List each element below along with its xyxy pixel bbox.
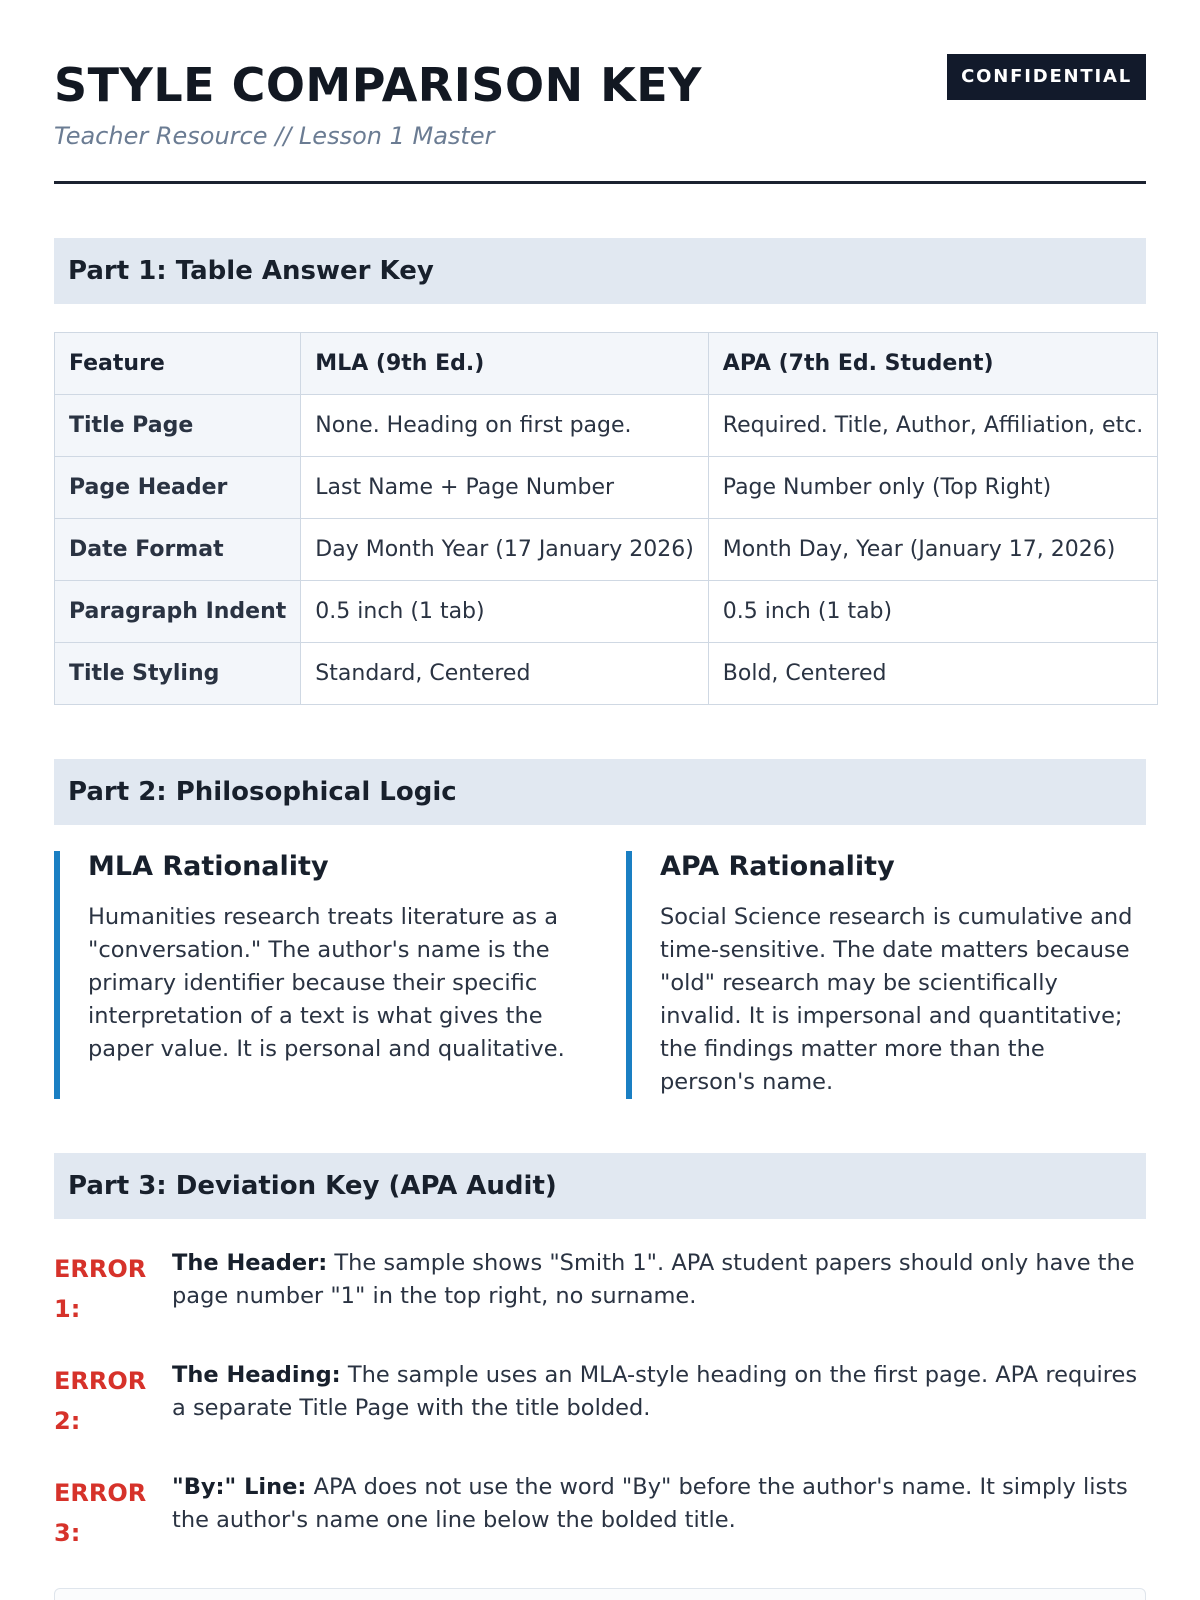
error-lead: The Heading: [172,1362,341,1389]
column-header-mla: MLA (9th Ed.) [301,333,709,395]
table-cell-mla: Day Month Year (17 January 2026) [301,519,709,581]
answer-key-table [54,332,1158,705]
error-list [54,1247,1146,1553]
error-body: The sample shows "Smith 1". APA student papers should only have the page number "1" in the top right, no surname. [172,1250,1135,1310]
error-item [54,1247,1146,1329]
section-heading-part2: Part 2: Philosophical Logic [54,759,1146,825]
table-cell-feature: Page Header [55,457,301,519]
error-body: The sample uses an MLA-style heading on the first page. APA requires a separate Title Page with the title bolded. [172,1362,1138,1422]
column-header-apa: APA (7th Ed. Student) [708,333,1158,395]
table-cell-feature: Date Format [55,519,301,581]
table-cell-apa: 0.5 inch (1 tab) [708,581,1158,643]
table-header-row [55,333,1158,395]
table-row [55,643,1158,705]
table-cell-apa: Bold, Centered [708,643,1158,705]
rationale-columns [54,851,1146,1099]
error-label: ERROR 3: [54,1479,147,1548]
table-cell-mla: None. Heading on first page. [301,395,709,457]
table-cell-feature: Title Styling [55,643,301,705]
mla-rationale-block [54,851,574,1099]
table-cell-mla: 0.5 inch (1 tab) [301,581,709,643]
error-body: APA does not use the word "By" before the author's name. It simply lists the author's name one line below the bolded title. [172,1474,1128,1534]
table-row [55,519,1158,581]
error-lead: "By:" Line: [172,1474,307,1501]
confidential-badge: CONFIDENTIAL [947,54,1146,100]
table-cell-apa: Required. Title, Author, Affiliation, etc. [708,395,1158,457]
mla-rationale-heading: MLA Rationality [88,851,329,882]
error-lead: The Header: [172,1250,328,1277]
error-label: ERROR 1: [54,1255,147,1324]
apa-rationale-body: Social Science research is cumulative and time-sensitive. The date matters because "old" research may be scientifically invalid. It is impersonal and quantitative; the findings matter more than the person's name. [660,904,1133,1096]
error-description [172,1247,1146,1329]
table-cell-feature: Title Page [55,395,301,457]
apa-rationale-block [626,851,1146,1099]
table-cell-apa: Page Number only (Top Right) [708,457,1158,519]
column-header-feature: Feature [55,333,301,395]
table-cell-mla: Last Name + Page Number [301,457,709,519]
table-row [55,395,1158,457]
table-row [55,581,1158,643]
document-header [54,52,1146,184]
table-cell-feature: Paragraph Indent [55,581,301,643]
footer-panel [54,1588,1146,1600]
apa-rationale-heading: APA Rationality [660,851,895,882]
table-cell-apa: Month Day, Year (January 17, 2026) [708,519,1158,581]
section-heading-part3: Part 3: Deviation Key (APA Audit) [54,1153,1146,1219]
error-description [172,1471,1146,1553]
table-row [55,457,1158,519]
mla-rationale-body: Humanities research treats literature as a "conversation." The author's name is the primary identifier because their specific interpretation of a text is what gives the paper value. It is personal and qualitative. [88,904,565,1063]
page-subtitle: Teacher Resource // Lesson 1 Master [54,122,495,150]
error-description [172,1359,1146,1441]
error-item [54,1359,1146,1441]
page-title: STYLE COMPARISON KEY [54,58,702,112]
section-heading-part1: Part 1: Table Answer Key [54,238,1146,304]
table-cell-mla: Standard, Centered [301,643,709,705]
error-label: ERROR 2: [54,1367,147,1436]
error-item [54,1471,1146,1553]
